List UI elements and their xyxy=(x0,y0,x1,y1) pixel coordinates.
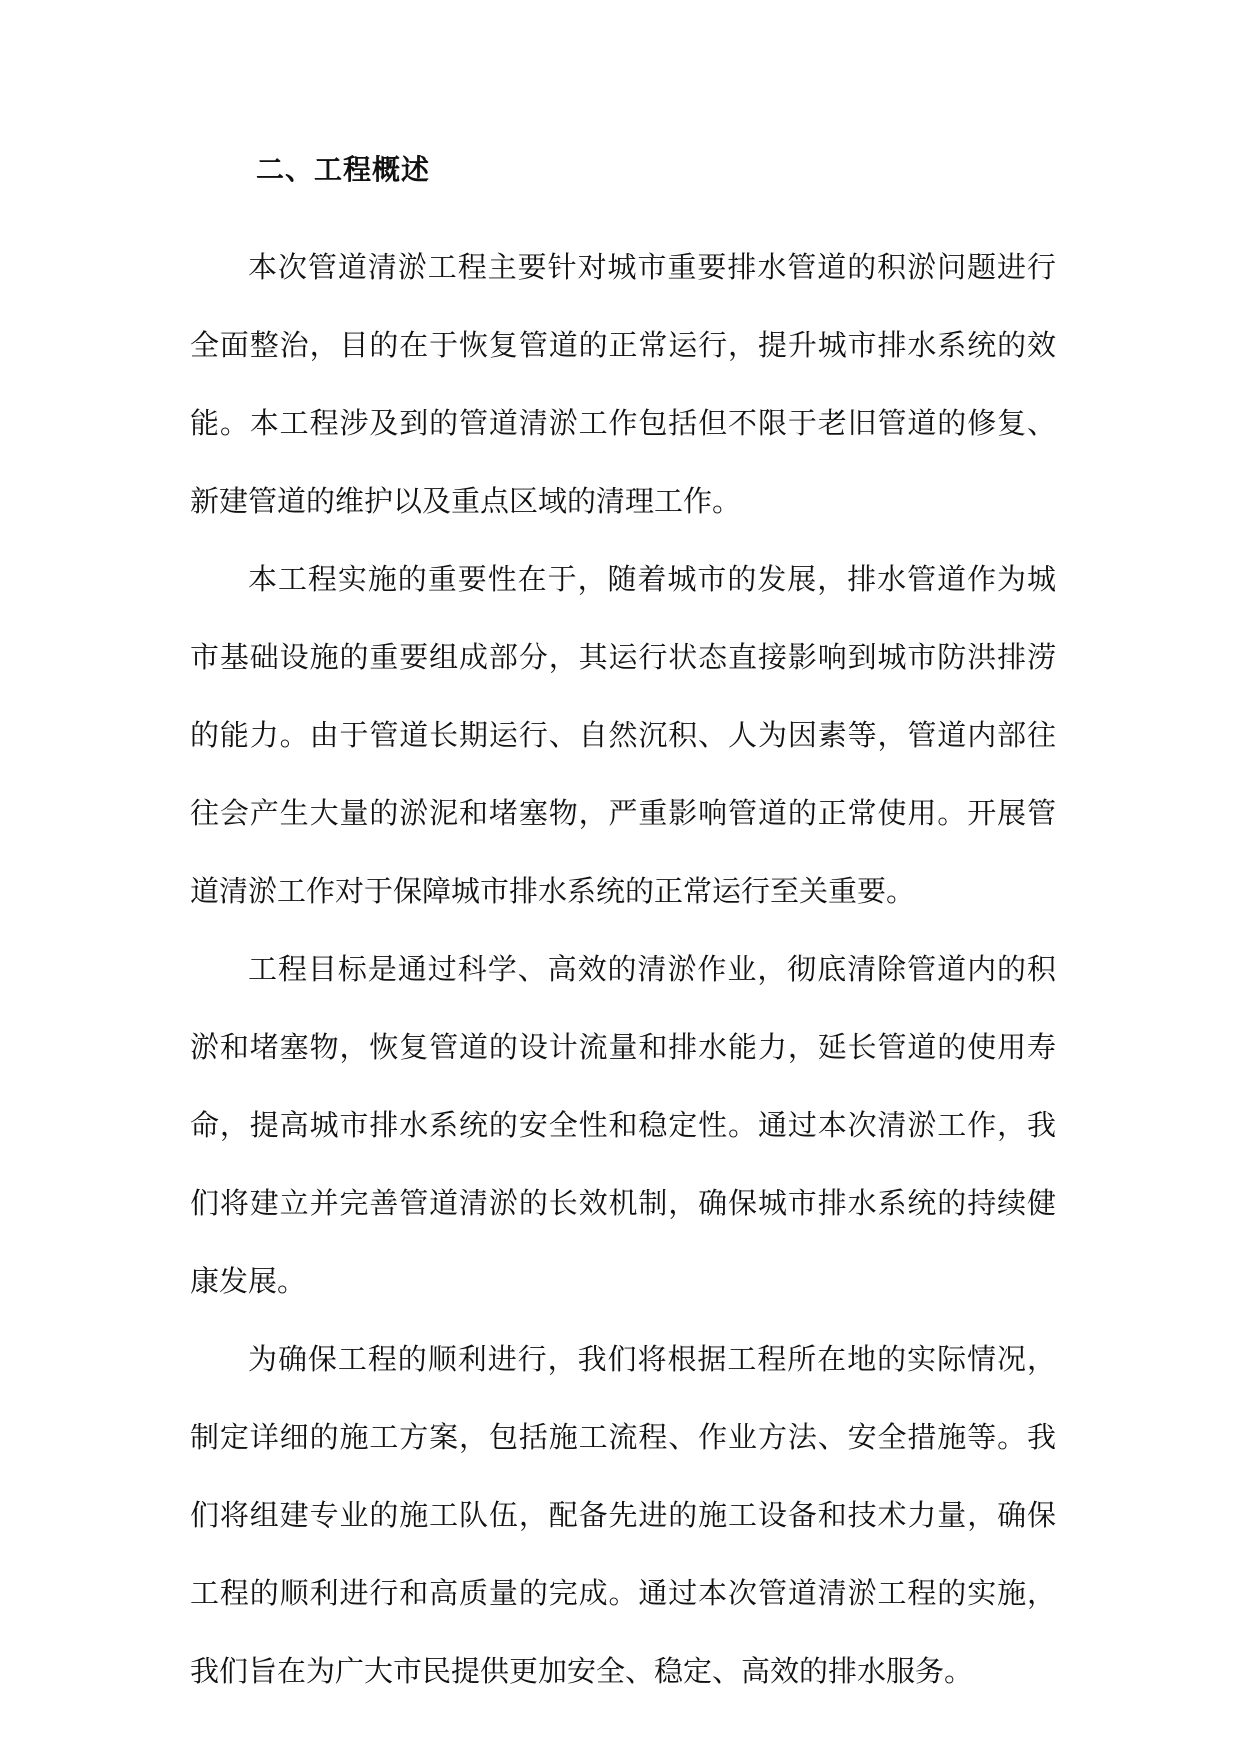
paragraph-goals: 工程目标是通过科学、高效的清淤作业，彻底清除管道内的积淤和堵塞物，恢复管道的设计流量和排水能力，延长管道的使用寿命，提高城市排水系统的安全性和稳定性。通过本次清淤工作，我们将建立并完善管道清淤的长效机制，确保城市排水系统的持续健康发展。 xyxy=(190,952,1056,1298)
document-body xyxy=(190,228,1056,1710)
section-heading: 二、工程概述 xyxy=(256,153,431,186)
paragraph-overview: 本次管道清淤工程主要针对城市重要排水管道的积淤问题进行全面整治，目的在于恢复管道的正常运行，提升城市排水系统的效能。本工程涉及到的管道清淤工作包括但不限于老旧管道的修复、新建管道的维护以及重点区域的清理工作。 xyxy=(190,250,1056,518)
paragraph-importance: 本工程实施的重要性在于，随着城市的发展，排水管道作为城市基础设施的重要组成部分，其运行状态直接影响到城市防洪排涝的能力。由于管道长期运行、自然沉积、人为因素等，管道内部往往会产生大量的淤泥和堵塞物，严重影响管道的正常使用。开展管道清淤工作对于保障城市排水系统的正常运行至关重要。 xyxy=(190,562,1056,908)
paragraph-plan: 为确保工程的顺利进行，我们将根据工程所在地的实际情况，制定详细的施工方案，包括施工流程、作业方法、安全措施等。我们将组建专业的施工队伍，配备先进的施工设备和技术力量，确保工程的顺利进行和高质量的完成。通过本次管道清淤工程的实施，我们旨在为广大市民提供更加安全、稳定、高效的排水服务。 xyxy=(190,1342,1056,1688)
